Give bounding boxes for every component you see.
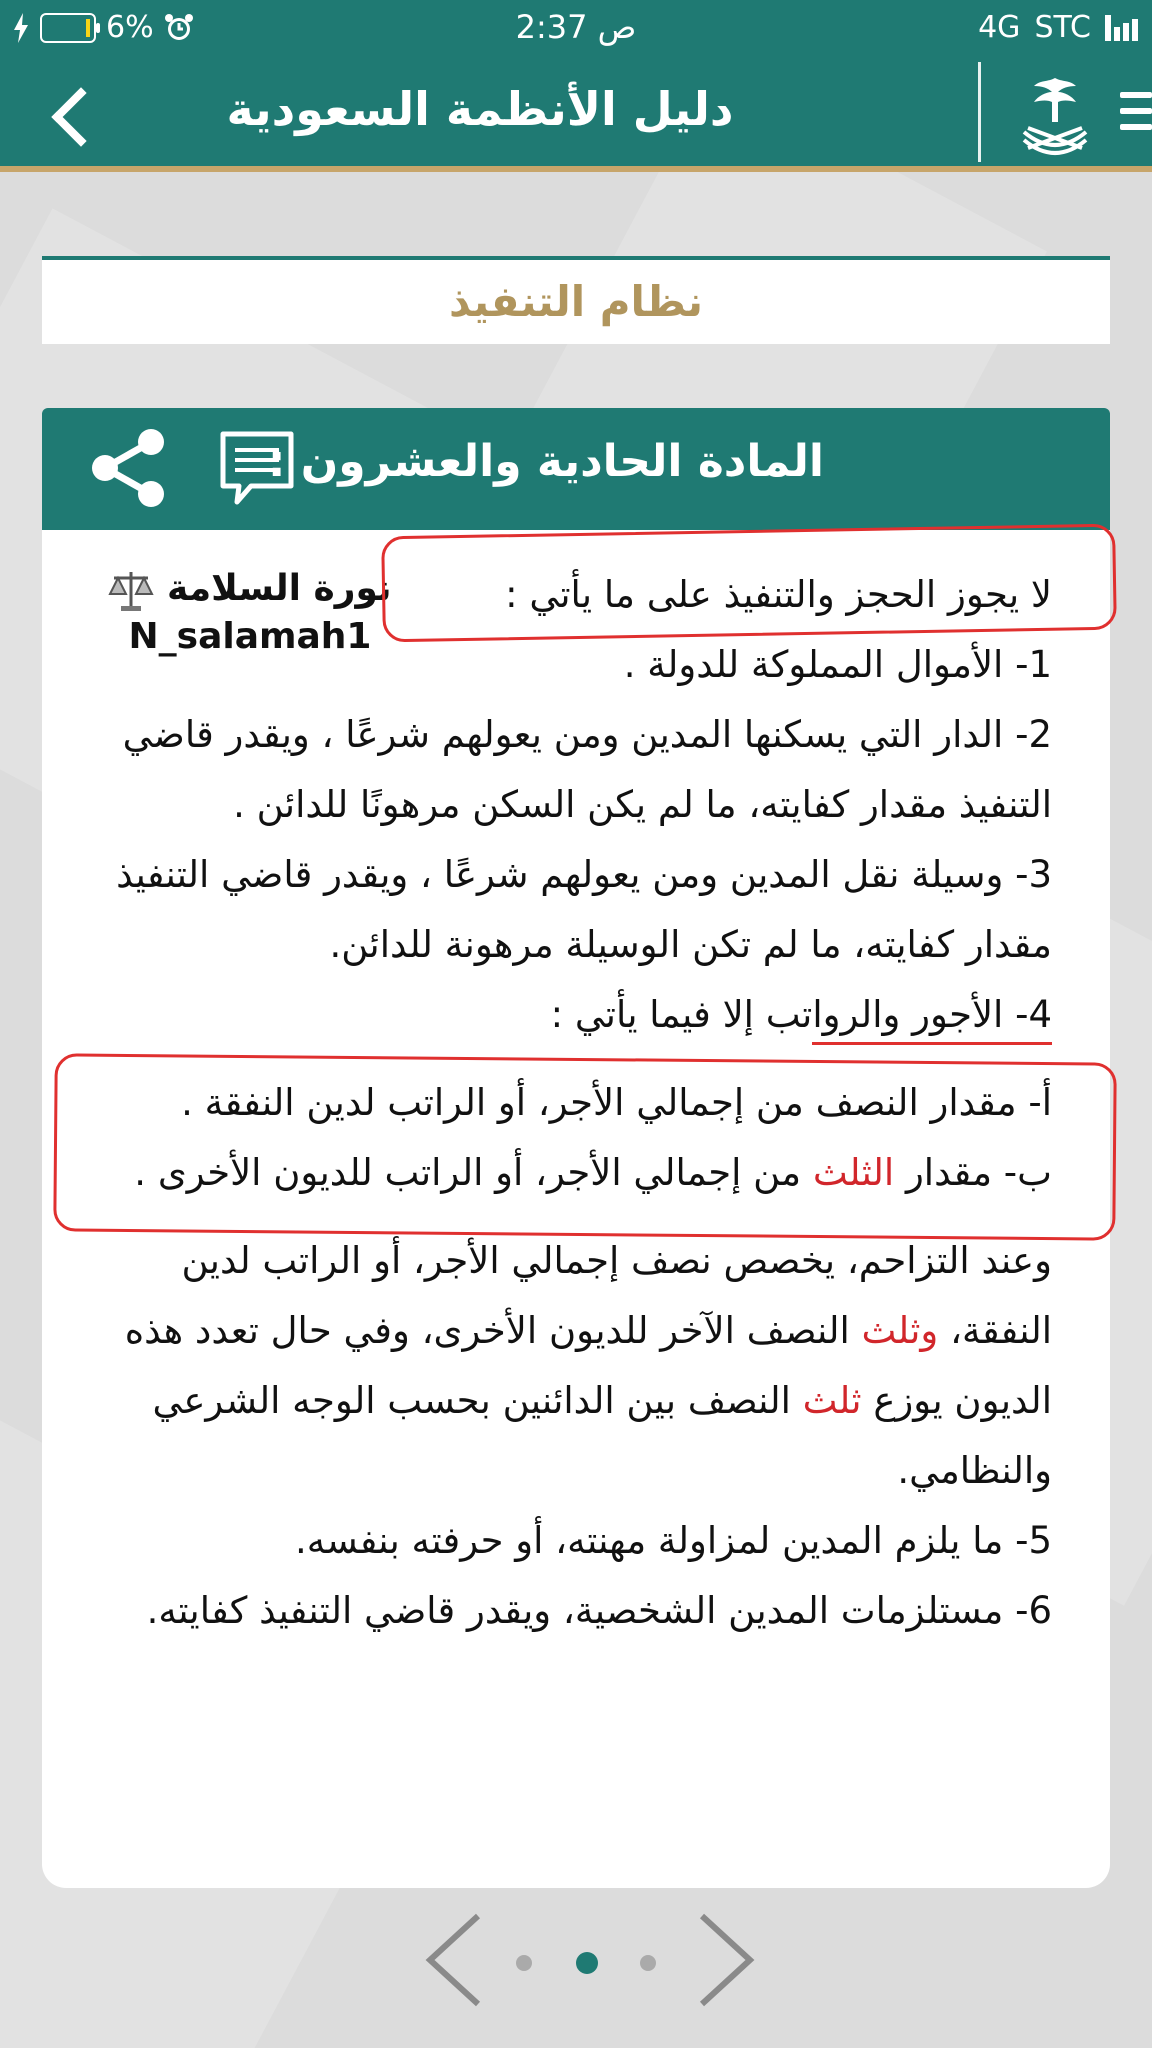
network-type: 4G [978, 10, 1021, 45]
text-line: والنظامي. [897, 1449, 1052, 1492]
status-time: 2:37 ص [515, 8, 637, 46]
battery-percent: 6% [106, 10, 154, 45]
app-title: دليل الأنظمة السعودية [226, 82, 734, 136]
author-name: نورة السلامة [80, 568, 420, 612]
comment-icon[interactable] [217, 428, 297, 512]
status-right [978, 10, 1138, 45]
text-line: 4- الأجور والرواتب إلا فيما يأتي : [550, 993, 1052, 1036]
page-dot-active[interactable] [576, 1952, 598, 1974]
prev-page-button[interactable] [420, 1910, 490, 2010]
signal-icon [1105, 15, 1138, 41]
saudi-emblem-icon [1010, 70, 1100, 160]
hamburger-menu-icon[interactable] [1120, 92, 1152, 142]
page-dot[interactable] [516, 1955, 532, 1971]
header-divider [978, 62, 981, 162]
law-title-card [42, 256, 1110, 344]
annotation-circle [381, 524, 1117, 643]
text-line: لا يجوز الحجز والتنفيذ على ما يأتي : [505, 573, 1052, 616]
back-button[interactable] [42, 82, 102, 152]
page-dot[interactable] [640, 1955, 656, 1971]
text-line: أ- مقدار النصف من إجمالي الأجر، أو الراتب لدين النفقة . [181, 1081, 1052, 1124]
annotation-box [53, 1053, 1117, 1240]
law-title: نظام التنفيذ [449, 277, 703, 326]
text-line: ب- مقدار الثلث من إجمالي الأجر، أو الراتب للديون الأخرى . [134, 1151, 1052, 1194]
text-line: 5- ما يلزم المدين لمزاولة مهنته، أو حرفته بنفسه. [294, 1519, 1052, 1562]
highlight-word: الثلث [812, 1151, 895, 1194]
text-line: 6- مستلزمات المدين الشخصية، ويقدر قاضي التنفيذ كفايته. [146, 1589, 1052, 1632]
article-header [42, 408, 1110, 530]
share-icon[interactable] [87, 426, 171, 510]
text-line: الديون يوزع ثلث النصف بين الدائنين بحسب الوجه الشرعي [152, 1379, 1052, 1422]
status-bar [0, 0, 1152, 62]
text-line: مقدار كفايته، ما لم تكن الوسيلة مرهونة للدائن. [329, 923, 1052, 966]
app-header [0, 62, 1152, 172]
article-heading: المادة الحادية والعشرون : [267, 436, 824, 487]
text-line: التنفيذ مقدار كفايته، ما لم يكن السكن مرهونًا للدائن . [233, 783, 1052, 826]
next-page-button[interactable] [690, 1910, 760, 2010]
highlight-word: وثلث [861, 1309, 939, 1352]
carrier-name: STC [1034, 10, 1091, 45]
highlight-word: ثلث [802, 1379, 862, 1422]
text-line: النفقة، وثلث النصف الآخر للديون الأخرى، وفي حال تعدد هذه [124, 1309, 1052, 1352]
annotation-underline [812, 1042, 1052, 1045]
text-line: 2- الدار التي يسكنها المدين ومن يعولهم شرعًا ، ويقدر قاضي [122, 713, 1052, 756]
text-line: وعند التزاحم، يخصص نصف إجمالي الأجر، أو الراتب لدين [181, 1239, 1052, 1282]
author-handle: N_salamah1 [128, 616, 372, 657]
text-line: 1- الأموال المملوكة للدولة . [623, 643, 1052, 686]
article-body [42, 530, 1110, 1888]
pager [0, 1910, 1152, 2020]
text-line: 3- وسيلة نقل المدين ومن يعولهم شرعًا ، ويقدر قاضي التنفيذ [116, 853, 1052, 896]
